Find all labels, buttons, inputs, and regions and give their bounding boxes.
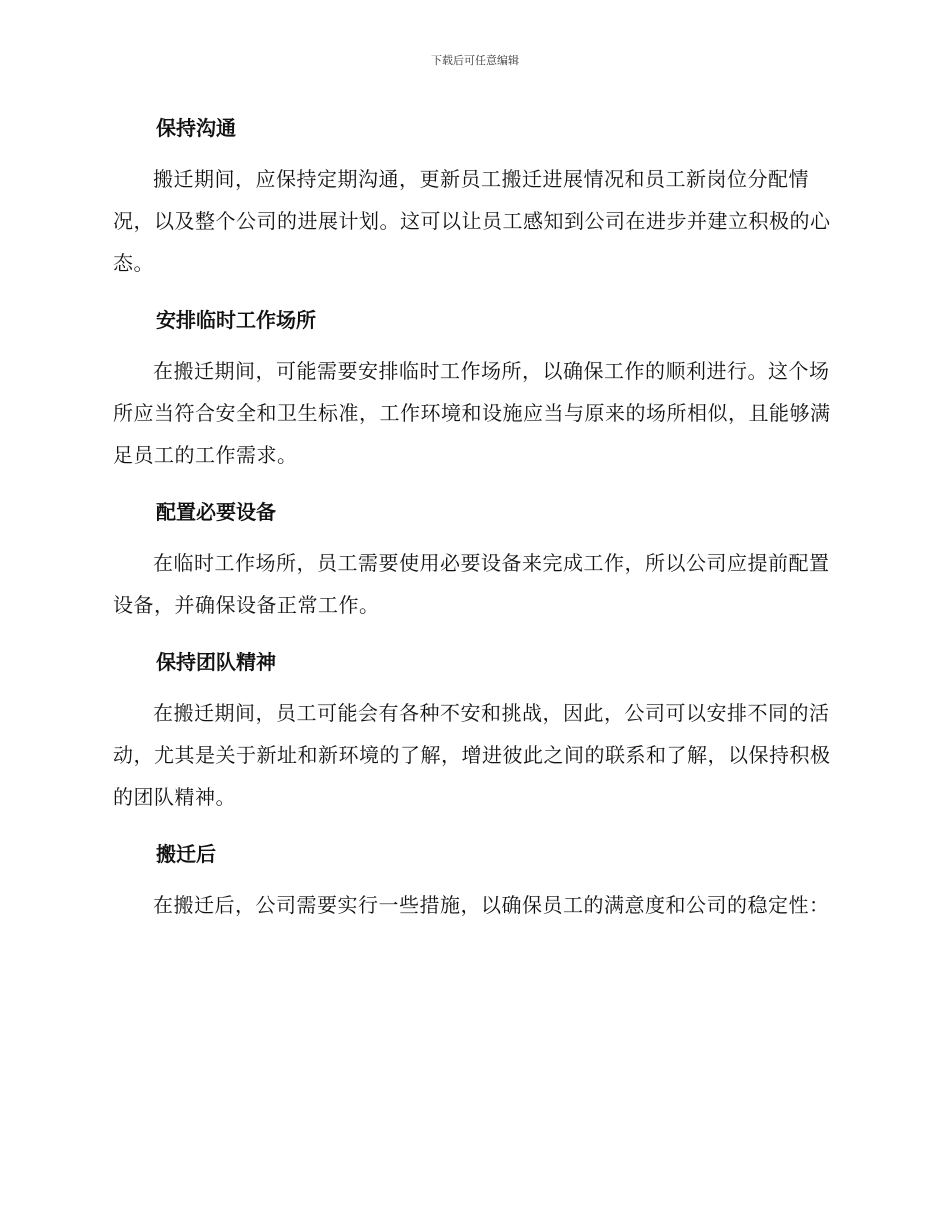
section-title: 安排临时工作场所	[156, 308, 316, 332]
section-paragraph: 搬迁期间，应保持定期沟通，更新员工搬迁进展情况和员工新岗位分配情况，以及整个公司的进展计划。这可以让员工感知到公司在进步并建立积极的心态。	[113, 167, 831, 275]
section-title: 配置必要设备	[156, 500, 276, 524]
section-paragraph: 在搬迁期间，可能需要安排临时工作场所，以确保工作的顺利进行。这个场所应当符合安全和卫生标准，工作环境和设施应当与原来的场所相似，且能够满足员工的工作需求。	[113, 359, 831, 467]
section-title: 搬迁后	[156, 842, 216, 866]
page-header: 下载后可任意编辑	[431, 54, 519, 67]
section-title: 保持沟通	[156, 116, 236, 140]
section-title: 保持团队精神	[156, 650, 276, 674]
section-paragraph: 在搬迁后，公司需要实行一些措施，以确保员工的满意度和公司的稳定性：	[153, 893, 830, 917]
section-paragraph: 在搬迁期间，员工可能会有各种不安和挑战，因此，公司可以安排不同的活动，尤其是关于新址和新环境的了解，增进彼此之间的联系和了解，以保持积极的团队精神。	[113, 701, 831, 809]
section-paragraph: 在临时工作场所，员工需要使用必要设备来完成工作，所以公司应提前配置设备，并确保设备正常工作。	[113, 551, 830, 617]
document-body	[113, 108, 833, 942]
